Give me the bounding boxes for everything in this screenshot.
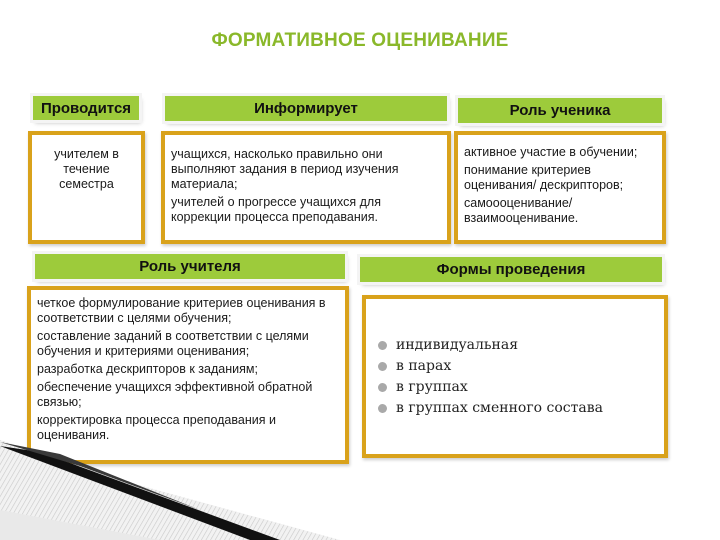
box-student-role: [454, 131, 666, 244]
header-conducted: Проводится: [33, 96, 139, 120]
informs-item: учителей о прогрессе учащихся для коррекции процесса преподавания.: [171, 195, 381, 224]
teacher-role-item: разработка дескрипторов к заданиям;: [37, 362, 258, 376]
list-item: [374, 335, 656, 356]
student-role-item: понимание критериев оценивания/ дескрипторов;: [464, 163, 624, 192]
student-role-item: самоооценивание/ взаимооценивание.: [464, 196, 579, 225]
box-informs: [161, 131, 451, 244]
informs-item: учащихся, насколько правильно они выполняют задания в период изучения материала;: [171, 147, 399, 191]
student-role-item: активное участие в обучении;: [464, 145, 638, 159]
conducted-line: учителем в: [54, 147, 119, 161]
forms-item-label: в группах сменного состава: [396, 400, 603, 416]
box-forms: [362, 295, 668, 458]
teacher-role-item: обеспечение учащихся эффективной обратной связью;: [37, 380, 313, 409]
list-item: [374, 356, 656, 377]
conducted-line: семестра: [59, 177, 114, 191]
box-conducted: [28, 131, 145, 244]
conducted-line: течение: [63, 162, 110, 176]
header-student-role: Роль ученика: [458, 98, 662, 123]
decorative-swoosh: [0, 440, 360, 540]
bullet-icon: [378, 362, 387, 371]
teacher-role-item: корректировка процесса преподавания и оценивания.: [37, 413, 276, 442]
box-teacher-role: [27, 286, 349, 464]
list-item: [374, 377, 656, 398]
bullet-icon: [378, 404, 387, 413]
forms-item-label: в группах: [396, 379, 468, 395]
forms-list: [374, 335, 656, 419]
bullet-icon: [378, 383, 387, 392]
bullet-icon: [378, 341, 387, 350]
header-forms: Формы проведения: [360, 257, 662, 282]
forms-item-label: индивидуальная: [396, 337, 519, 353]
header-teacher-role: Роль учителя: [35, 254, 345, 279]
header-informs: Информирует: [165, 96, 447, 121]
teacher-role-item: составление заданий в соответствии с целями обучения и критериями оценивания;: [37, 329, 309, 358]
page-title: ФОРМАТИВНОЕ ОЦЕНИВАНИЕ: [211, 30, 509, 51]
teacher-role-item: четкое формулирование критериев оценивания в соответствии с целями обучения;: [37, 296, 326, 325]
forms-item-label: в парах: [396, 358, 452, 374]
list-item: [374, 398, 656, 419]
